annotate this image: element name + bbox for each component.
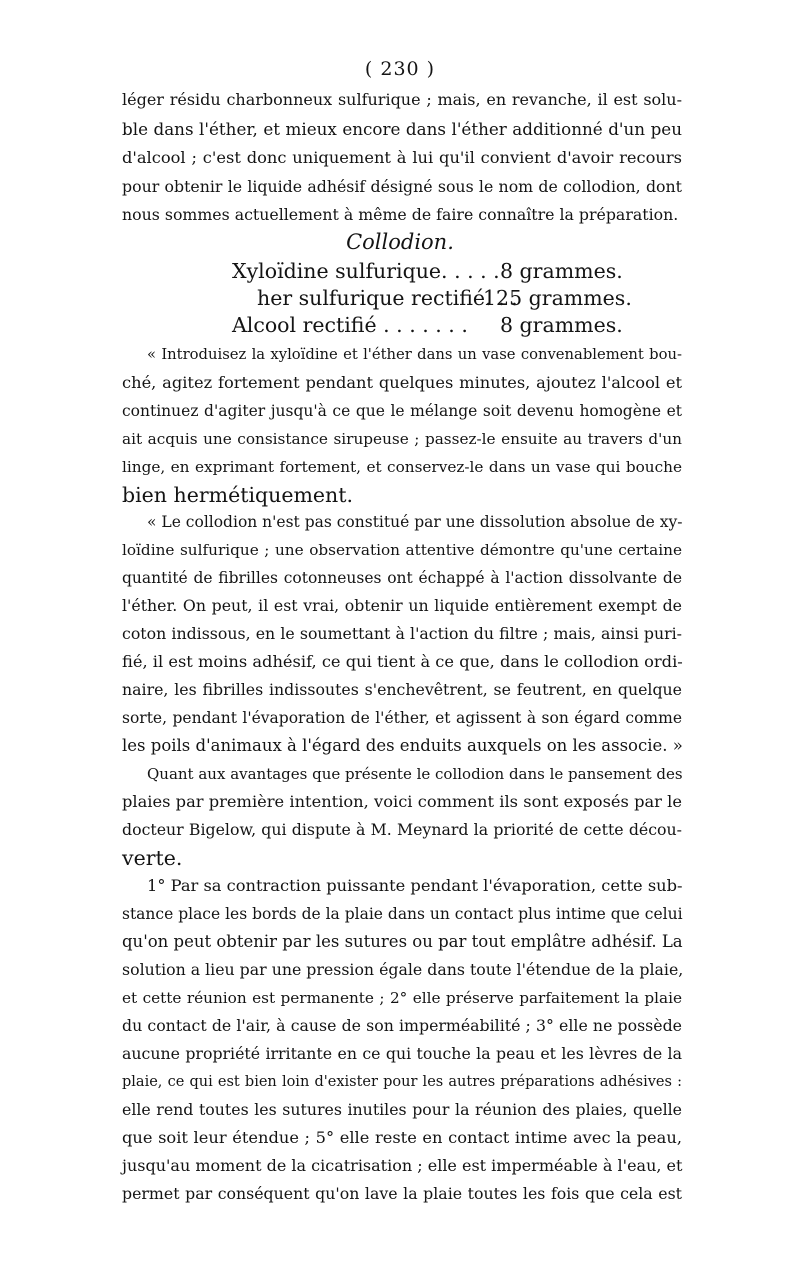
recipe-quantity: 8 grammes. (500, 259, 623, 283)
text-line: que soit leur étendue ; 5° elle reste en contact intime avec la peau, (122, 1128, 682, 1147)
text-line: ble dans l'éther, et mieux encore dans l'éther additionné d'un peu (122, 119, 682, 139)
text-line: les poils d'animaux à l'égard des enduits auxquels on les associe. » (122, 736, 683, 755)
recipe-quantity: 125 grammes. (483, 286, 632, 310)
text-line: du contact de l'air, à cause de son imperméabilité ; 3° elle ne possède (122, 1016, 682, 1035)
text-line: fié, il est moins adhésif, ce qui tient à ce que, dans le collodion ordi- (122, 652, 683, 671)
text-line: coton indissous, en le soumettant à l'action du filtre ; mais, ainsi puri- (122, 624, 682, 643)
text-line: « Introduisez la xyloïdine et l'éther dans un vase convenablement bou- (147, 346, 682, 363)
text-line: « Le collodion n'est pas constitué par une dissolution absolue de xy- (147, 513, 683, 531)
text-line: aucune propriété irritante en ce qui touche la peau et les lèvres de la (122, 1044, 682, 1063)
text-line: Quant aux avantages que présente le collodion dans le pansement des (147, 765, 683, 783)
text-line: solution a lieu par une pression égale dans toute l'étendue de la plaie, (122, 960, 684, 979)
recipe-ingredient: Alcool rectifié . . . . . . . (232, 313, 468, 337)
text-line: docteur Bigelow, qui dispute à M. Meynard la priorité de cette décou- (122, 820, 682, 839)
text-line: loïdine sulfurique ; une observation attentive démontre qu'une certaine (122, 541, 682, 559)
text-line: sorte, pendant l'évaporation de l'éther, et agissent à son égard comme (122, 709, 682, 727)
text-line: elle rend toutes les sutures inutiles pour la réunion des plaies, quelle (122, 1100, 682, 1119)
recipe-quantity: 8 grammes. (500, 313, 623, 337)
text-line: verte. (122, 846, 183, 870)
text-line: naire, les fibrilles indissoutes s'enchevêtrent, se feutrent, en quelque (122, 680, 682, 699)
text-line: quantité de fibrilles cotonneuses ont échappé à l'action dissolvante de (122, 569, 682, 587)
text-line: jusqu'au moment de la cicatrisation ; elle est imperméable à l'eau, et (122, 1156, 683, 1175)
page-number: ( 230 ) (364, 58, 436, 80)
text-line: et cette réunion est permanente ; 2° elle préserve parfaitement la plaie (122, 989, 682, 1007)
text-line: d'alcool ; c'est donc uniquement à lui qu'il convient d'avoir recours (122, 148, 682, 167)
text-line: qu'on peut obtenir par les sutures ou par tout emplâtre adhésif. La (122, 932, 683, 951)
text-line: linge, en exprimant fortement, et conservez-le dans un vase qui bouche (122, 458, 682, 476)
text-line: l'éther. On peut, il est vrai, obtenir un liquide entièrement exempt de (122, 596, 682, 615)
text-line: permet par conséquent qu'on lave la plaie toutes les fois que cela est (122, 1184, 682, 1203)
text-line: ait acquis une consistance sirupeuse ; passez-le ensuite au travers d'un (122, 430, 682, 448)
text-line: bien hermétiquement. (122, 483, 354, 507)
text-line: stance place les bords de la plaie dans un contact plus intime que celui (122, 905, 683, 923)
recipe-ingredient: her sulfurique rectifié. . . (257, 286, 518, 310)
text-line: léger résidu charbonneux sulfurique ; mais, en revanche, il est solu- (122, 90, 682, 109)
text-line: pour obtenir le liquide adhésif désigné sous le nom de collodion, dont (122, 177, 682, 196)
text-line: 1° Par sa contraction puissante pendant l'évaporation, cette sub- (147, 876, 683, 895)
text-line: nous sommes actuellement à même de faire connaître la préparation. (122, 205, 679, 224)
section-heading: Collodion. (346, 230, 454, 254)
text-line: ché, agitez fortement pendant quelques minutes, ajoutez l'alcool et (122, 373, 682, 392)
recipe-ingredient: Xyloïdine sulfurique. . . . . (232, 259, 500, 283)
text-line: continuez d'agiter jusqu'à ce que le mélange soit devenu homogène et (122, 402, 682, 420)
text-line: plaies par première intention, voici comment ils sont exposés par le (122, 792, 682, 811)
text-line: plaie, ce qui est bien loin d'exister pour les autres préparations adhésives : (122, 1074, 682, 1090)
